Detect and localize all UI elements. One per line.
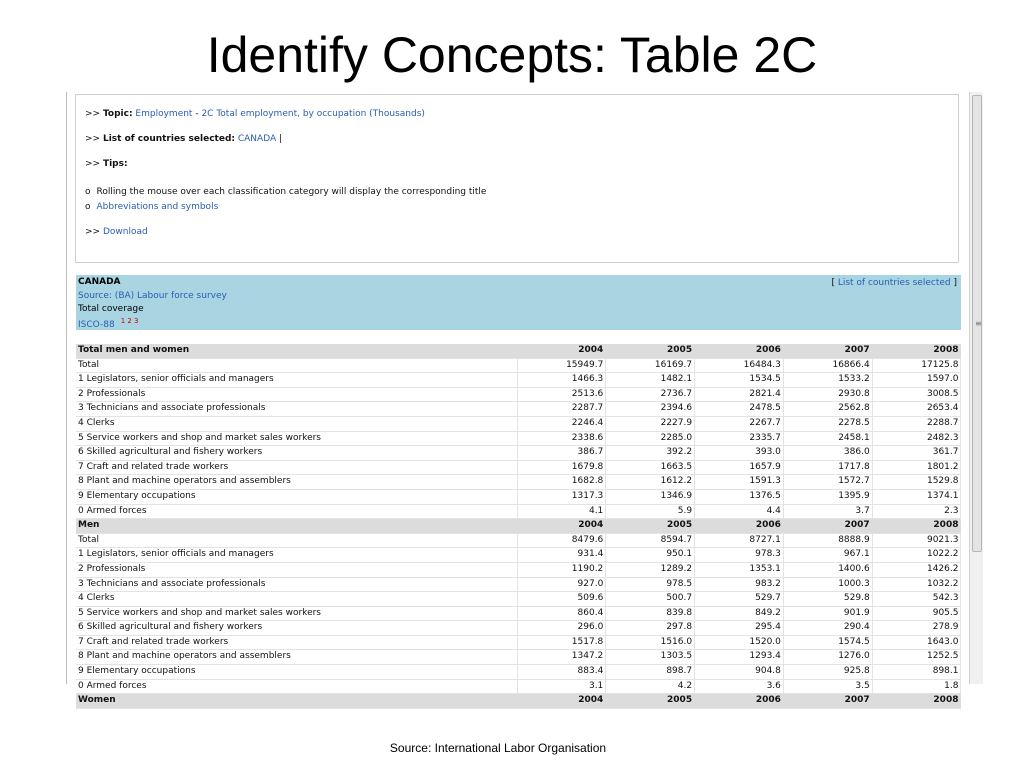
year-header: 2005	[606, 344, 695, 358]
occupation-label[interactable]: 4 Clerks	[76, 416, 517, 431]
table-row	[76, 577, 961, 592]
table-row	[76, 679, 961, 694]
table-cell: 1657.9	[695, 460, 784, 475]
table-row	[76, 562, 961, 577]
year-header: 2008	[872, 519, 961, 534]
occupation-label[interactable]: 8 Plant and machine operators and assemblers	[76, 475, 517, 490]
table-row	[76, 635, 961, 650]
table-cell: 4.1	[517, 504, 606, 519]
table-cell: 4.4	[695, 504, 784, 519]
occupation-label[interactable]: 1 Legislators, senior officials and managers	[76, 548, 517, 563]
table-cell: 883.4	[517, 665, 606, 680]
slide-source: Source: International Labor Organisation	[389, 741, 607, 755]
occupation-label[interactable]: 5 Service workers and shop and market sales workers	[76, 606, 517, 621]
table-cell: 1717.8	[783, 460, 872, 475]
table-cell: 931.4	[517, 548, 606, 563]
table-cell: 3.7	[783, 504, 872, 519]
bracket-close: ]	[950, 278, 957, 288]
table-cell: 983.2	[695, 577, 784, 592]
table-row	[76, 460, 961, 475]
occupation-label[interactable]: 5 Service workers and shop and market sales workers	[76, 431, 517, 446]
table-cell: 386.7	[517, 446, 606, 461]
table-cell: 392.2	[606, 446, 695, 461]
table-cell: 16484.3	[695, 358, 784, 373]
year-header: 2008	[872, 694, 961, 709]
table-cell: 1482.1	[606, 373, 695, 388]
table-cell: 5.9	[606, 504, 695, 519]
table-cell: 2736.7	[606, 387, 695, 402]
section-label: Men	[76, 519, 517, 534]
scrollbar-thumb[interactable]	[972, 95, 982, 552]
table-cell: 15949.7	[517, 358, 606, 373]
table-cell: 1466.3	[517, 373, 606, 388]
table-cell: 17125.8	[872, 358, 961, 373]
table-row	[76, 387, 961, 402]
year-header: 2007	[783, 344, 872, 358]
table-cell: 393.0	[695, 446, 784, 461]
header-coverage: Total coverage	[78, 304, 144, 314]
table-cell: 1374.1	[872, 489, 961, 504]
year-header: 2008	[872, 344, 961, 358]
table-cell: 2285.0	[606, 431, 695, 446]
topic-panel	[75, 94, 959, 263]
tip-rollover-text: Rolling the mouse over each classification category will display the corresponding title	[96, 187, 487, 197]
bullet-icon: o	[85, 202, 91, 212]
occupation-label[interactable]: 3 Technicians and associate professionals	[76, 577, 517, 592]
table-cell: 1317.3	[517, 489, 606, 504]
year-header: 2005	[606, 694, 695, 709]
table-cell: 967.1	[783, 548, 872, 563]
table-row	[76, 489, 961, 504]
occupation-label[interactable]: 2 Professionals	[76, 387, 517, 402]
table-cell: 2335.7	[695, 431, 784, 446]
table-cell: 529.7	[695, 592, 784, 607]
occupation-label[interactable]: 8 Plant and machine operators and assemblers	[76, 650, 517, 665]
table-cell: 1426.2	[872, 562, 961, 577]
tip-abbreviations	[85, 202, 218, 212]
table-cell: 898.7	[606, 665, 695, 680]
countries-selected-control	[831, 278, 957, 288]
table-cell: 1517.8	[517, 635, 606, 650]
table-cell: 2562.8	[783, 402, 872, 417]
table-cell: 1000.3	[783, 577, 872, 592]
year-header: 2006	[695, 694, 784, 709]
table-cell: 1032.2	[872, 577, 961, 592]
table-cell: 839.8	[606, 606, 695, 621]
table-cell: 1643.0	[872, 635, 961, 650]
left-border	[66, 92, 67, 684]
countries-label: List of countries selected:	[102, 134, 235, 144]
table-cell: 2458.1	[783, 431, 872, 446]
table-cell: 3.5	[783, 679, 872, 694]
table-cell: 904.8	[695, 665, 784, 680]
table-cell: 1252.5	[872, 650, 961, 665]
table-cell: 8727.1	[695, 533, 784, 548]
occupation-label[interactable]: Total	[76, 358, 517, 373]
table-cell: 2513.6	[517, 387, 606, 402]
table-cell: 978.3	[695, 548, 784, 563]
table-cell: 2930.8	[783, 387, 872, 402]
table-cell: 1529.8	[872, 475, 961, 490]
table-cell: 2288.7	[872, 416, 961, 431]
topic-link-table[interactable]: 2C Total employment, by occupation (Thousands)	[201, 109, 425, 119]
slide-title: Identify Concepts: Table 2C	[206, 27, 818, 83]
table-cell: 8594.7	[606, 533, 695, 548]
table-cell: 3008.5	[872, 387, 961, 402]
table-cell: 3.1	[517, 679, 606, 694]
table-cell: 278.9	[872, 621, 961, 636]
download-prefix: >>	[85, 227, 103, 237]
occupation-label[interactable]: 0 Armed forces	[76, 504, 517, 519]
abbreviations-link[interactable]: Abbreviations and symbols	[96, 202, 219, 212]
table-cell: 2821.4	[695, 387, 784, 402]
table-row	[76, 665, 961, 680]
table-cell: 2478.5	[695, 402, 784, 417]
table-cell: 8479.6	[517, 533, 606, 548]
year-header: 2007	[783, 519, 872, 534]
occupation-label[interactable]: 2 Professionals	[76, 562, 517, 577]
table-cell: 927.0	[517, 577, 606, 592]
table-cell: 1190.2	[517, 562, 606, 577]
table-cell: 1572.7	[783, 475, 872, 490]
tips-prefix: >>	[85, 159, 103, 169]
table-row	[76, 504, 961, 519]
occupation-label[interactable]: 7 Craft and related trade workers	[76, 635, 517, 650]
tips-label: Tips:	[102, 159, 128, 169]
download-line	[85, 227, 148, 237]
table-cell: 2227.9	[606, 416, 695, 431]
countries-prefix: >>	[85, 134, 103, 144]
table-cell: 1534.5	[695, 373, 784, 388]
occupation-label[interactable]: 6 Skilled agricultural and fishery workers	[76, 621, 517, 636]
table-cell: 1347.2	[517, 650, 606, 665]
topic-line	[85, 109, 425, 119]
table-row	[76, 533, 961, 548]
table-cell: 500.7	[606, 592, 695, 607]
topic-prefix: >>	[85, 109, 103, 119]
occupation-label[interactable]: 7 Craft and related trade workers	[76, 460, 517, 475]
table-cell: 16866.4	[783, 358, 872, 373]
table-cell: 901.9	[783, 606, 872, 621]
table-row	[76, 416, 961, 431]
table-cell: 925.8	[783, 665, 872, 680]
table-cell: 849.2	[695, 606, 784, 621]
table-cell: 509.6	[517, 592, 606, 607]
download-link[interactable]: Download	[102, 227, 148, 237]
notes-links[interactable]: 1 2 3	[120, 317, 139, 325]
table-cell: 4.2	[606, 679, 695, 694]
year-header: 2004	[517, 344, 606, 358]
table-cell: 950.1	[606, 548, 695, 563]
occupation-label[interactable]: 9 Elementary occupations	[76, 665, 517, 680]
table-cell: 1293.4	[695, 650, 784, 665]
table-cell: 978.5	[606, 577, 695, 592]
scroll-grip-icon: ≡	[975, 319, 982, 328]
table-cell: 2287.7	[517, 402, 606, 417]
table-cell: 297.8	[606, 621, 695, 636]
occupation-label[interactable]: 9 Elementary occupations	[76, 489, 517, 504]
table-row	[76, 606, 961, 621]
table-cell: 9021.3	[872, 533, 961, 548]
table-cell: 529.8	[783, 592, 872, 607]
table-cell: 296.0	[517, 621, 606, 636]
table-cell: 1682.8	[517, 475, 606, 490]
table-cell: 1520.0	[695, 635, 784, 650]
tips-line	[85, 159, 128, 169]
table-cell: 860.4	[517, 606, 606, 621]
table-cell: 1.8	[872, 679, 961, 694]
table-cell: 1276.0	[783, 650, 872, 665]
table-cell: 2267.7	[695, 416, 784, 431]
browser-screenshot	[66, 92, 982, 706]
table-cell: 2278.5	[783, 416, 872, 431]
table-cell: 8888.9	[783, 533, 872, 548]
year-header: 2005	[606, 519, 695, 534]
table-row	[76, 431, 961, 446]
table-row	[76, 548, 961, 563]
table-cell: 1679.8	[517, 460, 606, 475]
table-row	[76, 621, 961, 636]
year-header: 2006	[695, 519, 784, 534]
table-cell: 2482.3	[872, 431, 961, 446]
table-cell: 1663.5	[606, 460, 695, 475]
table-cell: 898.1	[872, 665, 961, 680]
year-header: 2004	[517, 519, 606, 534]
table-cell: 1574.5	[783, 635, 872, 650]
bullet-icon: o	[85, 187, 91, 197]
table-row	[76, 446, 961, 461]
topic-separator: -	[192, 109, 202, 119]
table-cell: 290.4	[783, 621, 872, 636]
table-cell: 1516.0	[606, 635, 695, 650]
table-cell: 2338.6	[517, 431, 606, 446]
table-row	[76, 650, 961, 665]
topic-link-employment[interactable]: Employment	[135, 109, 193, 119]
section-header-row	[76, 344, 961, 358]
occupation-label[interactable]: 6 Skilled agricultural and fishery workers	[76, 446, 517, 461]
countries-separator: |	[276, 134, 283, 144]
table-cell: 2.3	[872, 504, 961, 519]
isco-link[interactable]: ISCO-88	[78, 320, 115, 330]
occupation-label[interactable]: 4 Clerks	[76, 592, 517, 607]
table-cell: 542.3	[872, 592, 961, 607]
table-cell: 1400.6	[783, 562, 872, 577]
table-cell: 1346.9	[606, 489, 695, 504]
year-header: 2006	[695, 344, 784, 358]
section-header-row	[76, 519, 961, 534]
section-header-row	[76, 694, 961, 709]
countries-line	[85, 134, 282, 144]
year-header: 2007	[783, 694, 872, 709]
occupation-label[interactable]: 3 Technicians and associate professionals	[76, 402, 517, 417]
header-classification	[78, 317, 139, 330]
country-header	[76, 275, 961, 330]
table-cell: 1353.1	[695, 562, 784, 577]
table-cell: 1591.3	[695, 475, 784, 490]
table-cell: 386.0	[783, 446, 872, 461]
table-row	[76, 592, 961, 607]
table-cell: 1395.9	[783, 489, 872, 504]
topic-label: Topic:	[102, 109, 133, 119]
table-row	[76, 475, 961, 490]
table-cell: 3.6	[695, 679, 784, 694]
section-label: Total men and women	[76, 344, 517, 358]
table-cell: 2394.6	[606, 402, 695, 417]
header-source-link[interactable]: Source: (BA) Labour force survey	[78, 291, 227, 301]
table-cell: 1022.2	[872, 548, 961, 563]
table-cell: 1612.2	[606, 475, 695, 490]
table-row	[76, 373, 961, 388]
table-row	[76, 358, 961, 373]
table-cell: 16169.7	[606, 358, 695, 373]
table-cell: 1303.5	[606, 650, 695, 665]
table-cell: 1533.2	[783, 373, 872, 388]
occupation-label[interactable]: 1 Legislators, senior officials and managers	[76, 373, 517, 388]
table-cell: 905.5	[872, 606, 961, 621]
table-cell: 1597.0	[872, 373, 961, 388]
table-cell: 361.7	[872, 446, 961, 461]
employment-table	[76, 344, 961, 709]
table-cell: 1289.2	[606, 562, 695, 577]
header-country: CANADA	[78, 277, 121, 287]
occupation-label[interactable]: Total	[76, 533, 517, 548]
countries-selected-link[interactable]: List of countries selected	[837, 278, 951, 288]
table-cell: 2246.4	[517, 416, 606, 431]
table-row	[76, 402, 961, 417]
bracket-open: [	[831, 278, 838, 288]
section-label: Women	[76, 694, 517, 709]
country-link-canada[interactable]: CANADA	[237, 134, 277, 144]
table-cell: 295.4	[695, 621, 784, 636]
vertical-scrollbar[interactable]	[969, 92, 983, 684]
table-cell: 2653.4	[872, 402, 961, 417]
occupation-label[interactable]: 0 Armed forces	[76, 679, 517, 694]
year-header: 2004	[517, 694, 606, 709]
table-cell: 1376.5	[695, 489, 784, 504]
table-cell: 1801.2	[872, 460, 961, 475]
tip-rollover	[85, 187, 486, 197]
